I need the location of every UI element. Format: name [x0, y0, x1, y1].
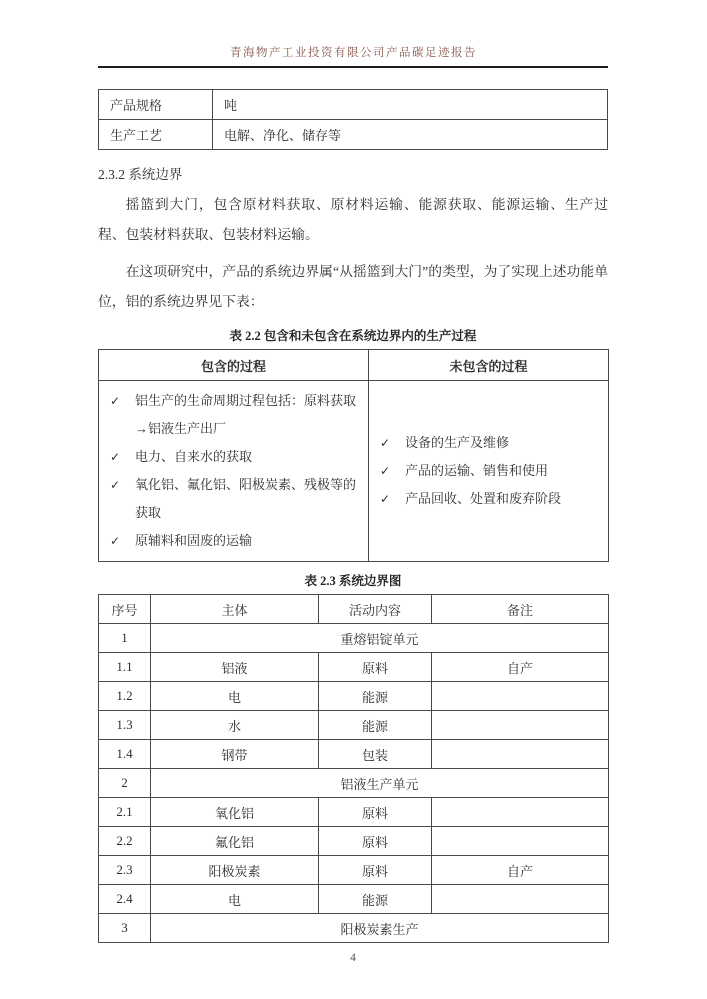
included-process-item-label: 原辅料和固废的运输 [135, 533, 253, 548]
subject-cell: 氧化铝 [151, 798, 319, 827]
unit-span-cell: 重熔铝锭单元 [151, 624, 609, 653]
excluded-process-item [369, 457, 604, 485]
table-row [99, 856, 609, 885]
note-cell [432, 827, 609, 856]
check-icon: ✓ [110, 534, 121, 548]
table-row [99, 827, 609, 856]
page-content [98, 89, 608, 964]
included-process-item-label: 电力、自来水的获取 [135, 449, 253, 464]
subject-cell: 铝液 [151, 653, 319, 682]
table23-header-activity: 活动内容 [319, 595, 432, 624]
included-process-item [99, 471, 364, 527]
excluded-process-item [369, 485, 604, 513]
subject-cell: 氟化铝 [151, 827, 319, 856]
activity-cell: 原料 [319, 827, 432, 856]
activity-cell: 能源 [319, 885, 432, 914]
included-process-item-label: 氧化铝、氟化铝、阳极炭素、残极等的获取 [135, 477, 357, 520]
row-number-cell: 2.2 [99, 827, 151, 856]
system-boundary-table [98, 594, 609, 943]
paragraph-boundary-type: 在这项研究中，产品的系统边界属“从摇篮到大门”的类型，为了实现上述功能单位，铝的系统边界见下表： [98, 264, 608, 309]
subject-cell: 钢带 [151, 740, 319, 769]
activity-cell: 能源 [319, 711, 432, 740]
table22-included-cell [99, 381, 369, 562]
note-cell [432, 740, 609, 769]
note-cell: 自产 [432, 653, 609, 682]
excluded-process-item-label: 产品的运输、销售和使用 [405, 463, 549, 478]
included-process-item [99, 443, 364, 471]
subject-cell: 水 [151, 711, 319, 740]
activity-cell: 包装 [319, 740, 432, 769]
unit-span-cell: 阳极炭素生产 [151, 914, 609, 943]
excluded-process-item-label: 设备的生产及维修 [405, 435, 510, 450]
table-row [99, 682, 609, 711]
table-row [99, 914, 609, 943]
table22-caption: 表 2.2 包含和未包含在系统边界内的生产过程 [229, 329, 477, 343]
table-row [99, 711, 609, 740]
included-process-item-label: 铝生产的生命周期过程包括：原料获取→铝液生产出厂 [135, 393, 357, 436]
subject-cell: 电 [151, 682, 319, 711]
check-icon: ✓ [380, 464, 391, 478]
included-process-item [99, 387, 364, 443]
spec-row [99, 120, 608, 150]
table-row [99, 653, 609, 682]
section-heading: 2.3.2 系统边界 [98, 167, 183, 182]
table-row [99, 624, 609, 653]
note-cell [432, 798, 609, 827]
row-number-cell: 2.4 [99, 885, 151, 914]
row-number-cell: 1.3 [99, 711, 151, 740]
table23-header-note: 备注 [432, 595, 609, 624]
check-icon: ✓ [110, 478, 121, 492]
check-icon: ✓ [110, 394, 121, 408]
report-header-title: 青海物产工业投资有限公司产品碳足迹报告 [230, 47, 477, 59]
subject-cell: 阳极炭素 [151, 856, 319, 885]
note-cell [432, 711, 609, 740]
note-cell: 自产 [432, 856, 609, 885]
spec-row [99, 90, 608, 120]
excluded-process-item [369, 429, 604, 457]
table23-caption: 表 2.3 系统边界图 [304, 574, 402, 588]
header-rule [98, 66, 608, 68]
activity-cell: 能源 [319, 682, 432, 711]
product-spec-table [98, 89, 608, 150]
row-number-cell: 2 [99, 769, 151, 798]
table-row [99, 798, 609, 827]
note-cell [432, 885, 609, 914]
row-number-cell: 1.2 [99, 682, 151, 711]
table22-excluded-cell [369, 381, 609, 562]
page-number: 4 [350, 952, 356, 964]
spec-value: 吨 [213, 90, 608, 120]
spec-label: 产品规格 [99, 90, 213, 120]
row-number-cell: 1.4 [99, 740, 151, 769]
table-row [99, 769, 609, 798]
row-number-cell: 1 [99, 624, 151, 653]
table22-header-excluded: 未包含的过程 [369, 350, 609, 381]
check-icon: ✓ [110, 450, 121, 464]
activity-cell: 原料 [319, 856, 432, 885]
table-row [99, 885, 609, 914]
table-row [99, 740, 609, 769]
paragraph-boundary-scope: 摇篮到大门，包含原材料获取、原材料运输、能源获取、能源运输、生产过程、包装材料获取、包装材料运输。 [98, 197, 608, 242]
activity-cell: 原料 [319, 798, 432, 827]
row-number-cell: 3 [99, 914, 151, 943]
row-number-cell: 1.1 [99, 653, 151, 682]
activity-cell: 原料 [319, 653, 432, 682]
included-excluded-table [98, 349, 609, 562]
check-icon: ✓ [380, 436, 391, 450]
table23-header-subject: 主体 [151, 595, 319, 624]
row-number-cell: 2.3 [99, 856, 151, 885]
spec-value: 电解、净化、储存等 [213, 120, 608, 150]
included-process-item [99, 527, 364, 555]
unit-span-cell: 铝液生产单元 [151, 769, 609, 798]
spec-label: 生产工艺 [99, 120, 213, 150]
note-cell [432, 682, 609, 711]
check-icon: ✓ [380, 492, 391, 506]
subject-cell: 电 [151, 885, 319, 914]
table22-header-included: 包含的过程 [99, 350, 369, 381]
row-number-cell: 2.1 [99, 798, 151, 827]
excluded-process-item-label: 产品回收、处置和废弃阶段 [405, 491, 562, 506]
table23-header-no: 序号 [99, 595, 151, 624]
